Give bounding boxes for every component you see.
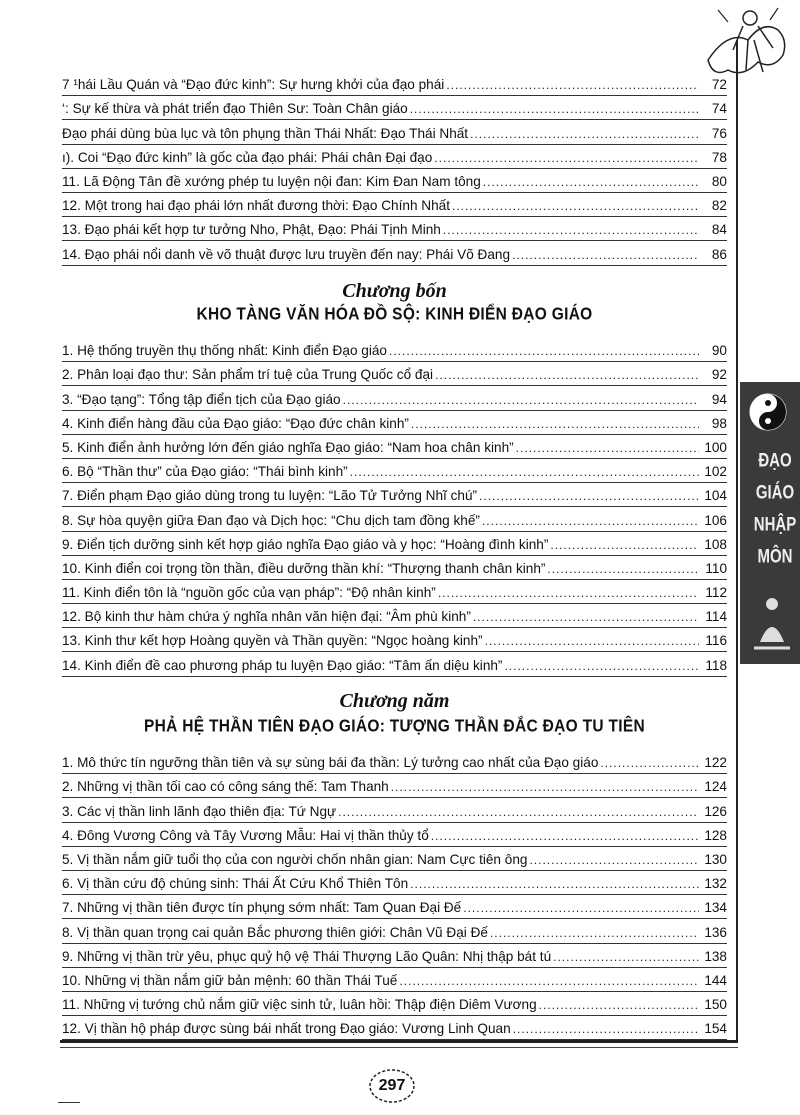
toc-page: 114 — [705, 609, 727, 625]
toc-page: 94 — [711, 391, 727, 407]
toc-title: 2. Phân loại đạo thư: Sản phẩm trí tuệ của Trung Quốc cổ đại — [62, 367, 434, 383]
toc-title: 7. Những vị thần tiên được tín phụng sớm nhất: Tam Quan Đại Đế — [62, 900, 462, 916]
toc-row[interactable] — [62, 72, 727, 96]
bottom-border-rule-thin — [60, 1047, 738, 1048]
chapter-4-subtitle: KHO TÀNG VĂN HÓA ĐỒ SỘ: KINH ĐIỂN ĐẠO GIÁO — [196, 304, 593, 325]
toc-row[interactable] — [62, 968, 727, 992]
toc-page: 130 — [704, 851, 727, 867]
toc-title: 11. Những vị tướng chủ nắm giữ việc sinh tử, luân hồi: Thập điện Diêm Vương — [62, 997, 537, 1013]
right-border-rule — [736, 40, 738, 1042]
toc-title: ‘: Sự kế thừa và phát triển đạo Thiên Sư: Toàn Chân giáo — [62, 101, 408, 117]
toc-row[interactable] — [62, 169, 727, 193]
toc-row[interactable] — [62, 459, 727, 483]
toc-page: 122 — [704, 755, 727, 771]
toc-page: 102 — [704, 464, 727, 480]
toc-row[interactable] — [62, 241, 727, 265]
toc-page: 132 — [704, 876, 727, 892]
toc-page: 110 — [705, 560, 727, 576]
toc-row[interactable] — [62, 798, 727, 822]
toc-row[interactable] — [62, 145, 727, 169]
toc-page: 72 — [711, 77, 727, 93]
toc-row[interactable] — [62, 338, 727, 362]
toc-page: 134 — [704, 900, 727, 916]
toc-page: 100 — [704, 439, 727, 455]
toc-page: 154 — [704, 1021, 727, 1037]
toc-section-chapter-4 — [62, 338, 727, 677]
toc-row[interactable] — [62, 847, 727, 871]
toc-title: 3. “Đạo tạng”: Tổng tập điển tịch của Đạo giáo — [62, 391, 341, 407]
toc-page: 126 — [704, 803, 727, 819]
toc-title: 12. Vị thần hộ pháp được sùng bái nhất trong Đạo giáo: Vương Linh Quan — [62, 1021, 511, 1037]
toc-row[interactable] — [62, 823, 727, 847]
toc-title: 8. Vị thần quan trọng cai quản Bắc phương thiên giới: Chân Vũ Đại Đế — [62, 924, 488, 940]
toc-page: 84 — [711, 222, 727, 238]
toc-page: 136 — [704, 924, 727, 940]
toc-title: Đạo phái dùng bùa lục và tôn phụng thần Thái Nhất: Đạo Thái Nhất — [62, 125, 469, 141]
toc-page: 108 — [704, 536, 727, 552]
side-tab — [740, 382, 800, 664]
toc-row[interactable] — [62, 919, 727, 943]
toc-row[interactable] — [62, 411, 727, 435]
toc-title: 11. Lã Động Tân đề xướng phép tu luyện nội đan: Kim Đan Nam tông — [62, 173, 481, 189]
toc-row[interactable] — [62, 96, 727, 120]
toc-title: 14. Kinh điển đề cao phương pháp tu luyện Đạo giáo: “Tâm ấn diệu kinh” — [62, 657, 503, 673]
toc-title: 3. Các vị thần linh lãnh đạo thiên địa: Tứ Ngự — [62, 803, 337, 819]
toc-title: ı). Coi “Đạo đức kinh” là gốc của đạo phái: Phái chân Đại đạo — [62, 149, 433, 165]
page-number-text: 297 — [378, 1077, 406, 1094]
toc-row[interactable] — [62, 532, 727, 556]
toc-page: 124 — [704, 779, 727, 795]
toc-row[interactable] — [62, 362, 727, 386]
toc-row[interactable] — [62, 992, 727, 1016]
toc-title: 8. Sự hòa quyện giữa Đan đạo và Dịch học: “Chu dịch tam đồng khế” — [62, 512, 480, 528]
toc-page: 128 — [704, 827, 727, 843]
toc-row[interactable] — [62, 1016, 727, 1040]
toc-title: 12. Bộ kinh thư hàm chứa ý nghĩa nhân văn hiện đại: “Âm phù kinh” — [62, 609, 471, 625]
toc-title: 5. Kinh điển ảnh hưởng lớn đến giáo nghĩa Đạo giáo: “Nam hoa chân kinh” — [62, 439, 514, 455]
toc-row[interactable] — [62, 217, 727, 241]
toc-row[interactable] — [62, 895, 727, 919]
toc-page: 116 — [705, 633, 727, 649]
footer-mark — [58, 1102, 80, 1103]
toc-section-chapter-5 — [62, 750, 727, 1040]
toc-page: 92 — [711, 367, 727, 383]
toc-page: 82 — [711, 198, 727, 214]
toc-title: 2. Những vị thần tối cao có công sáng thế: Tam Thanh — [62, 779, 389, 795]
toc-row[interactable] — [62, 774, 727, 798]
toc-row[interactable] — [62, 483, 727, 507]
toc-row[interactable] — [62, 193, 727, 217]
toc-title: 7. Điển phạm Đạo giáo dùng trong tu luyện: “Lão Tử Tưởng Nhĩ chú” — [62, 488, 478, 504]
toc-title: 12. Một trong hai đạo phái lớn nhất đương thời: Đạo Chính Nhất — [62, 198, 451, 214]
toc-page: 80 — [711, 173, 727, 189]
toc-title: 5. Vị thần nắm giữ tuổi thọ của con người chốn nhân gian: Nam Cực tiên ông — [62, 851, 528, 867]
toc-row[interactable] — [62, 386, 727, 410]
toc-row[interactable] — [62, 435, 727, 459]
toc-page: 90 — [711, 343, 727, 359]
chapter-5-subtitle: PHẢ HỆ THẦN TIÊN ĐẠO GIÁO: TƯỢNG THẦN ĐẮC ĐẠO TU TIÊN — [144, 716, 645, 737]
yin-yang-icon — [748, 392, 788, 432]
toc-page: 150 — [704, 997, 727, 1013]
toc-row[interactable] — [62, 120, 727, 144]
toc-page: 104 — [704, 488, 727, 504]
toc-title: 6. Vị thần cứu độ chúng sinh: Thái Ất Cứu Khổ Thiên Tôn — [62, 876, 409, 892]
toc-row[interactable] — [62, 507, 727, 531]
side-tab-word: MÔN — [757, 545, 793, 568]
toc-title: 13. Kinh thư kết hợp Hoàng quyền và Thần quyền: “Ngọc hoàng kinh” — [62, 633, 483, 649]
toc-page: 118 — [705, 657, 727, 673]
toc-title: 13. Đạo phái kết hợp tư tưởng Nho, Phật, Đạo: Phái Tịnh Minh — [62, 222, 441, 238]
toc-title: 10. Những vị thần nắm giữ bản mệnh: 60 thần Thái Tuế — [62, 972, 398, 988]
toc-title: 1. Hệ thống truyền thụ thống nhất: Kinh điển Đạo giáo — [62, 343, 387, 359]
toc-title: 14. Đạo phái nổi danh về võ thuật được lưu truyền đến nay: Phái Võ Đang — [62, 246, 511, 262]
toc-row[interactable] — [62, 944, 727, 968]
toc-row[interactable] — [62, 871, 727, 895]
chapter-5-title: Chương năm — [339, 690, 450, 712]
toc-row[interactable] — [62, 652, 727, 676]
meditating-figure-icon — [750, 592, 794, 652]
bottom-border-rule — [60, 1040, 738, 1043]
side-tab-word: NHẬP — [753, 513, 797, 536]
toc-title: 9. Những vị thần trừ yêu, phục quỷ hộ vệ Thái Thượng Lão Quân: Nhị thập bát tú — [62, 948, 552, 964]
toc-page: 144 — [704, 972, 727, 988]
toc-page: 112 — [705, 585, 727, 601]
toc-page: 86 — [711, 246, 727, 262]
toc-title: 9. Điển tịch dưỡng sinh kết hợp giáo nghĩa Đạo giáo và y học: “Hoàng đình kinh” — [62, 536, 549, 552]
side-tab-word: ĐẠO — [758, 449, 792, 472]
toc-page: 74 — [711, 101, 727, 117]
toc-page: 98 — [711, 415, 727, 431]
toc-row[interactable] — [62, 750, 727, 774]
toc-title: 11. Kinh điển tôn là “nguồn gốc của vạn pháp”: “Độ nhân kinh” — [62, 585, 436, 601]
toc-page: 78 — [711, 149, 727, 165]
toc-page: 106 — [704, 512, 727, 528]
toc-title: 4. Kinh điển hàng đầu của Đạo giáo: “Đạo đức chân kinh” — [62, 415, 409, 431]
toc-row[interactable] — [62, 628, 727, 652]
toc-row[interactable] — [62, 580, 727, 604]
toc-page: 76 — [711, 125, 727, 141]
toc-page: 138 — [704, 948, 727, 964]
toc-title: 10. Kinh điển coi trọng tồn thần, điều dưỡng thần khí: “Thượng thanh chân kinh” — [62, 560, 546, 576]
page-number — [364, 1066, 420, 1106]
chapter-4-title: Chương bốn — [342, 280, 447, 302]
toc-title: 4. Đông Vương Công và Tây Vương Mẫu: Hai vị thần thủy tổ — [62, 827, 429, 843]
toc-section-chapter-3 — [62, 72, 727, 266]
toc-title: 7 ¹hái Lầu Quán và “Đạo đức kinh”: Sự hưng khởi của đạo phái — [62, 77, 445, 93]
toc-title: 1. Mô thức tín ngưỡng thần tiên và sự sùng bái đa thần: Lý tưởng cao nhất của Đạo giáo — [62, 755, 599, 771]
toc-row[interactable] — [62, 556, 727, 580]
side-tab-word: GIÁO — [755, 481, 795, 504]
toc-row[interactable] — [62, 604, 727, 628]
toc-title: 6. Bộ “Thần thư” của Đạo giáo: “Thái bình kinh” — [62, 464, 348, 480]
